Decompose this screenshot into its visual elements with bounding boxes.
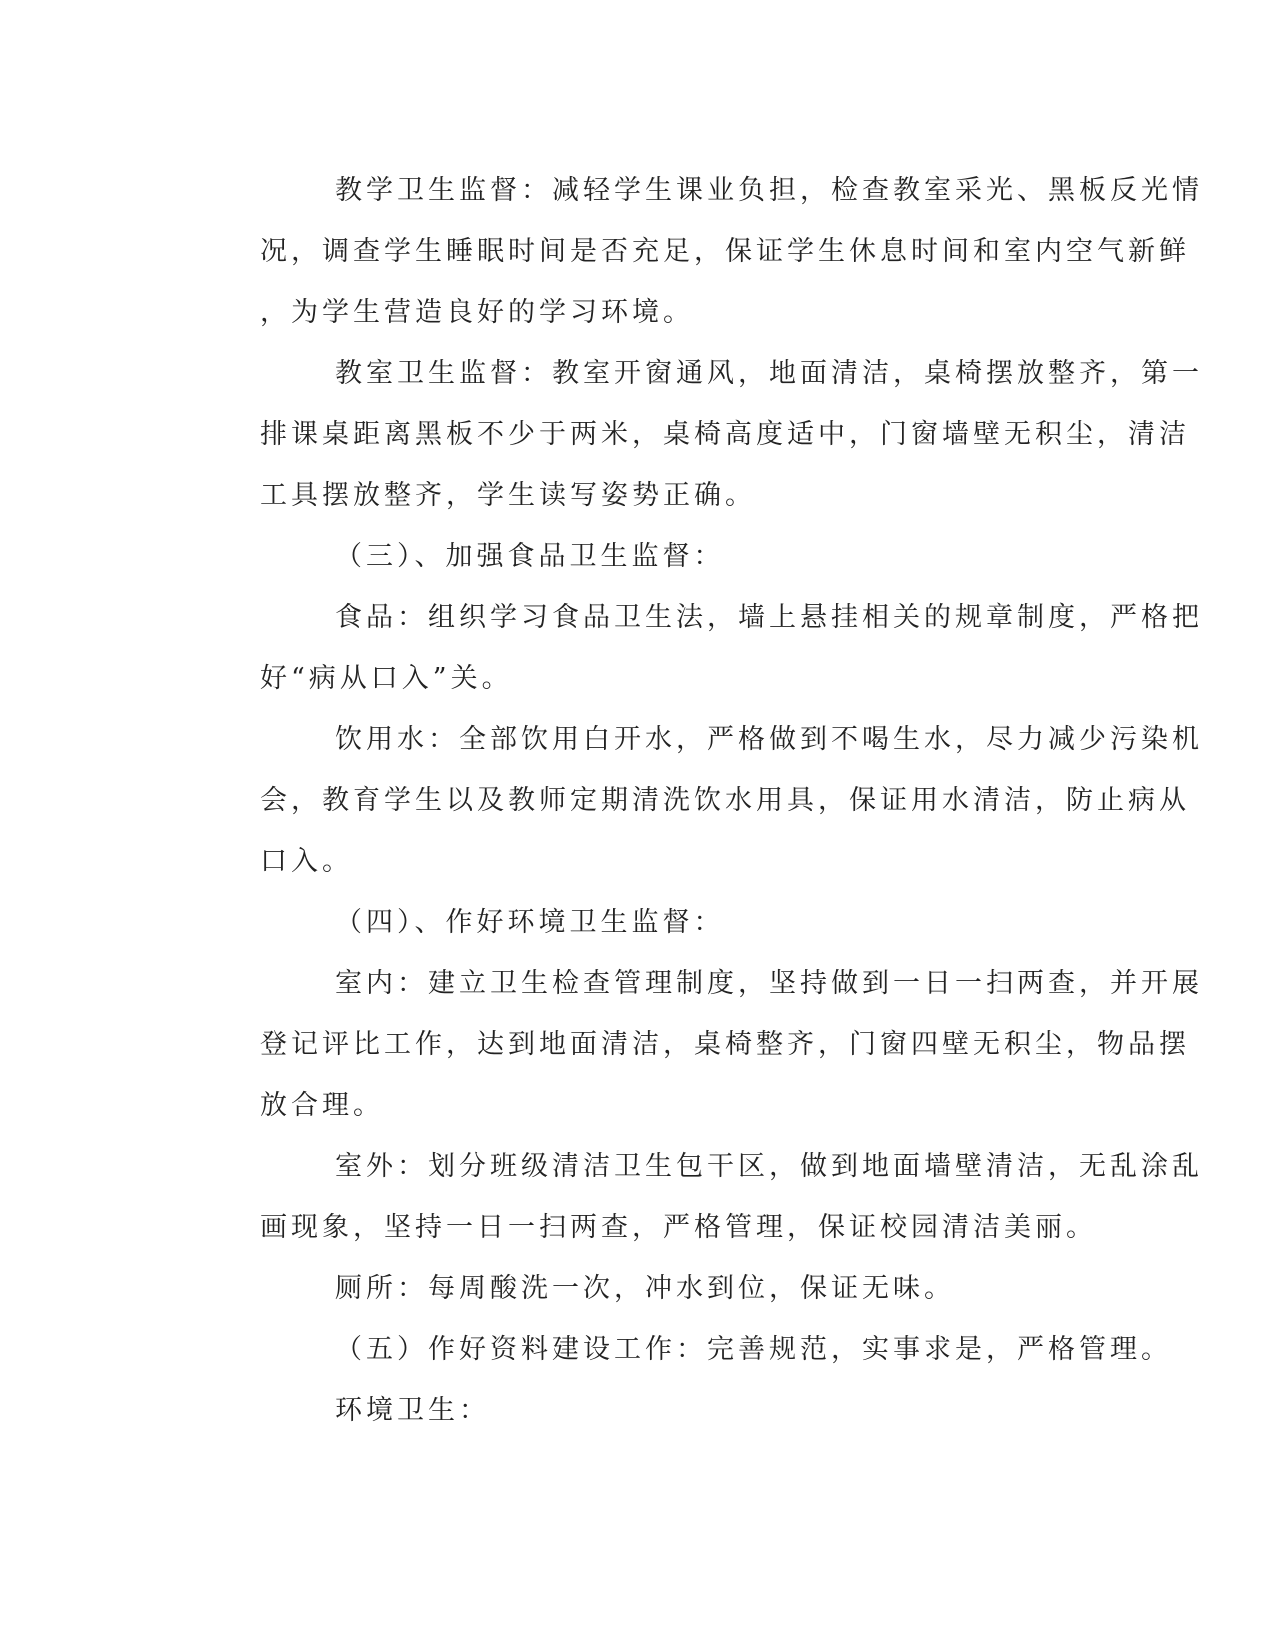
- text-line: ，为学生营造良好的学习环境。: [260, 297, 694, 328]
- text-line: 会，教育学生以及教师定期清洗饮水用具，保证用水清洁，防止病从: [260, 785, 1190, 816]
- text-line: 厕所：每周酸洗一次，冲水到位，保证无味。: [335, 1273, 955, 1304]
- text-line: 工具摆放整齐，学生读写姿势正确。: [260, 480, 756, 511]
- text-line: 教学卫生监督：减轻学生课业负担，检查教室采光、黑板反光情: [335, 175, 1203, 206]
- text-line: 教室卫生监督：教室开窗通风，地面清洁，桌椅摆放整齐，第一: [335, 358, 1203, 389]
- text-line: （五）作好资料建设工作：完善规范，实事求是，严格管理。: [335, 1334, 1172, 1365]
- paragraph-toilets: [185, 1258, 1085, 1319]
- paragraph-indoor: [185, 953, 1203, 1136]
- text-line: 室外：划分班级清洁卫生包干区，做到地面墙壁清洁，无乱涂乱: [335, 1151, 1203, 1182]
- text-line: 好“病从口入”关。: [260, 663, 513, 694]
- paragraph-classroom-hygiene: [185, 343, 1203, 526]
- text-line: 室内：建立卫生检查管理制度，坚持做到一日一扫两查，并开展: [335, 968, 1203, 999]
- section-heading-records: [185, 1319, 1172, 1380]
- document-page: [185, 160, 1203, 1441]
- text-line: （四）、作好环境卫生监督：: [335, 907, 725, 938]
- text-line: 况，调查学生睡眠时间是否充足，保证学生休息时间和室内空气新鲜: [260, 236, 1190, 267]
- text-line: 排课桌距离黑板不少于两米，桌椅高度适中，门窗墙壁无积尘，清洁: [260, 419, 1190, 450]
- section-heading-environment-hygiene: [185, 892, 1085, 953]
- text-line: 口入。: [260, 846, 353, 877]
- paragraph-teaching-hygiene: [185, 160, 1203, 343]
- paragraph-drinking-water: [185, 709, 1203, 892]
- paragraph-food: [185, 587, 1203, 709]
- text-line: 环境卫生：: [335, 1395, 490, 1426]
- paragraph-outdoor: [185, 1136, 1203, 1258]
- text-line: 放合理。: [260, 1090, 384, 1121]
- text-line: 画现象，坚持一日一扫两查，严格管理，保证校园清洁美丽。: [260, 1212, 1097, 1243]
- text-line: （三）、加强食品卫生监督：: [335, 541, 725, 572]
- text-line: 饮用水：全部饮用白开水，严格做到不喝生水，尽力减少污染机: [335, 724, 1203, 755]
- text-line: 食品：组织学习食品卫生法，墙上悬挂相关的规章制度，严格把: [335, 602, 1203, 633]
- paragraph-environment-hygiene: [185, 1380, 1085, 1441]
- text-line: 登记评比工作，达到地面清洁，桌椅整齐，门窗四壁无积尘，物品摆: [260, 1029, 1190, 1060]
- section-heading-food-hygiene: [185, 526, 1085, 587]
